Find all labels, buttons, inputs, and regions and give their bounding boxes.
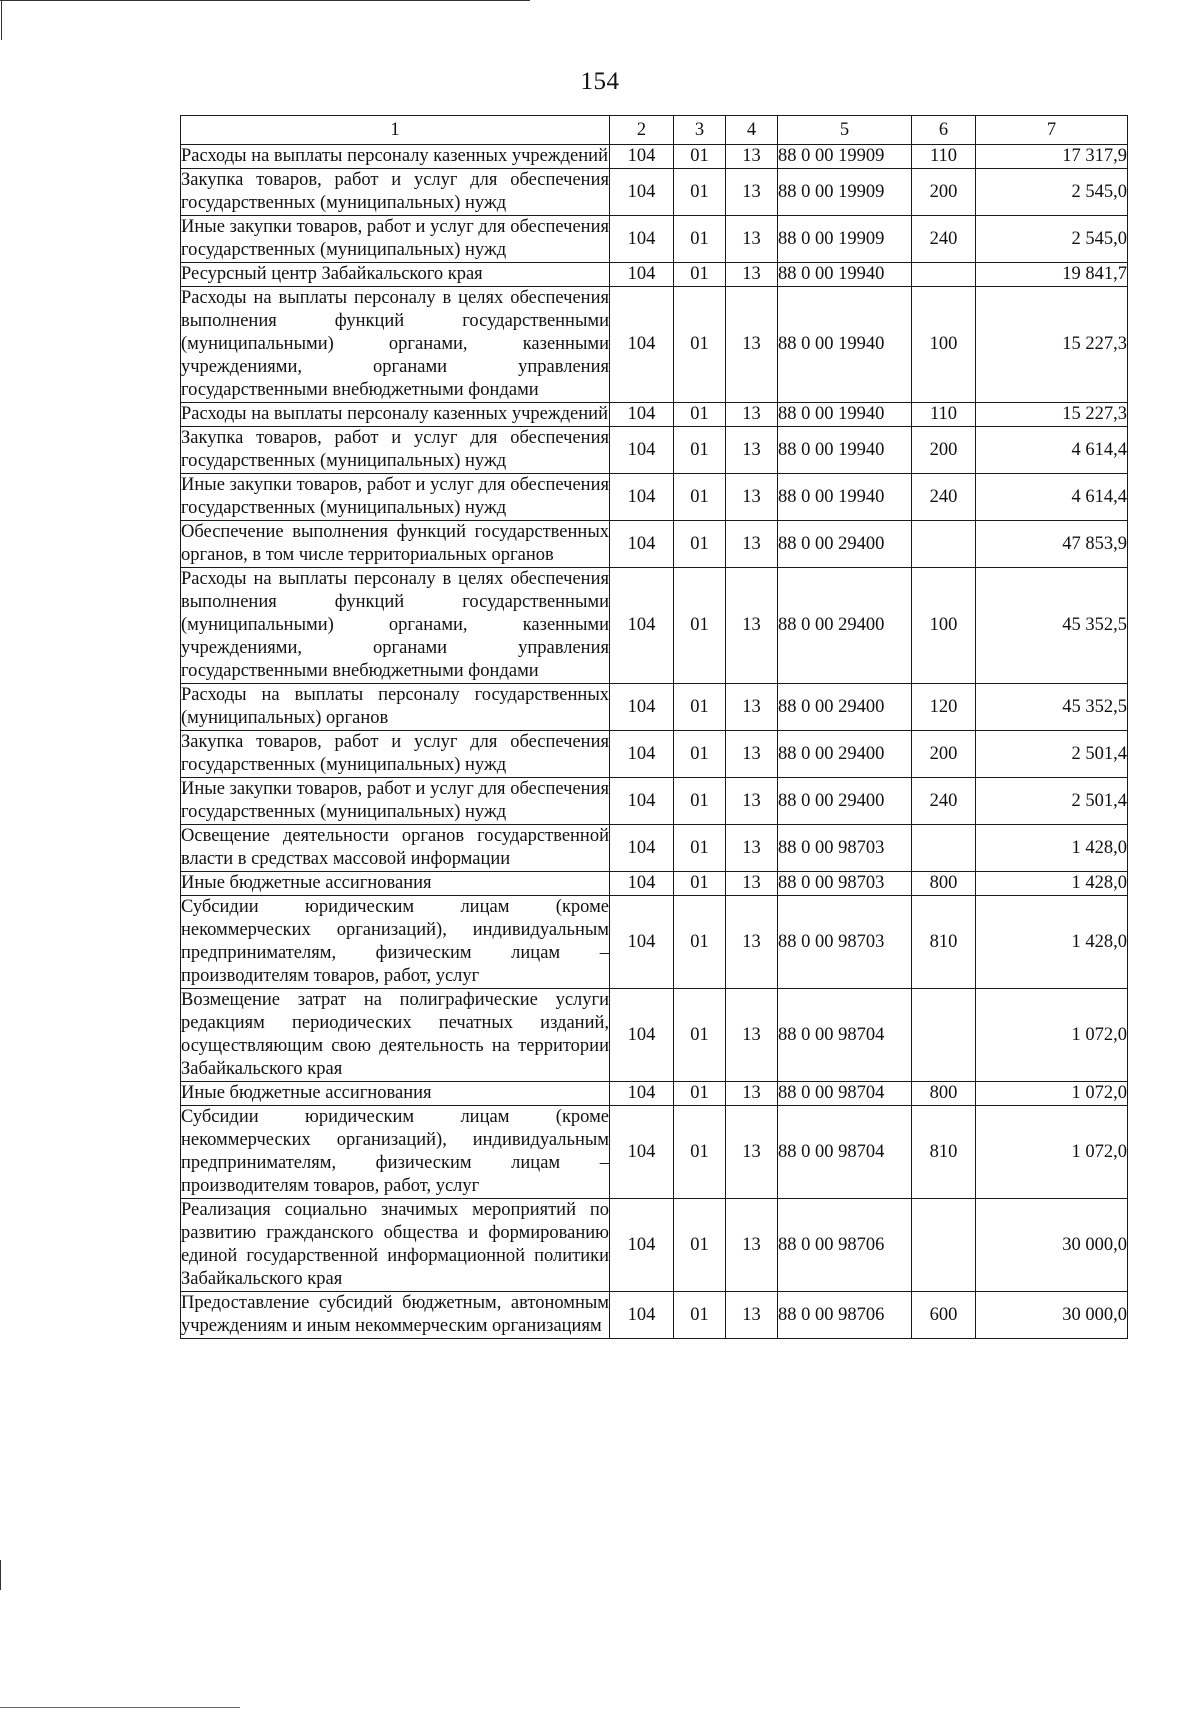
row-code-col-6: 240 bbox=[912, 216, 976, 263]
row-code-col-5: 88 0 00 19909 bbox=[778, 145, 912, 169]
row-code-col-5: 88 0 00 19940 bbox=[778, 287, 912, 403]
row-code-col-2: 104 bbox=[610, 896, 674, 989]
table-row bbox=[181, 989, 1128, 1082]
row-code-col-5: 88 0 00 19940 bbox=[778, 474, 912, 521]
row-code-col-6: 240 bbox=[912, 778, 976, 825]
row-code-col-2: 104 bbox=[610, 778, 674, 825]
budget-table bbox=[180, 115, 1128, 1339]
row-code-col-2: 104 bbox=[610, 216, 674, 263]
row-code-col-2: 104 bbox=[610, 263, 674, 287]
row-code-col-2: 104 bbox=[610, 1292, 674, 1339]
row-name: Расходы на выплаты персоналу в целях обеспечения выполнения функций государственными (муниципальными) органами, казенными учреждениями, органами управления государственными внебюджетными фондами bbox=[181, 287, 610, 403]
row-code-col-2: 104 bbox=[610, 989, 674, 1082]
table-row bbox=[181, 568, 1128, 684]
row-amount: 19 841,7 bbox=[976, 263, 1128, 287]
row-code-col-3: 01 bbox=[674, 1106, 726, 1199]
row-code-col-3: 01 bbox=[674, 1199, 726, 1292]
table-row bbox=[181, 1199, 1128, 1292]
row-code-col-6: 200 bbox=[912, 169, 976, 216]
row-code-col-2: 104 bbox=[610, 684, 674, 731]
row-code-col-4: 13 bbox=[726, 684, 778, 731]
row-amount: 15 227,3 bbox=[976, 403, 1128, 427]
row-name: Расходы на выплаты персоналу казенных учреждений bbox=[181, 145, 610, 169]
header-col-5: 5 bbox=[778, 116, 912, 145]
header-col-3: 3 bbox=[674, 116, 726, 145]
table-row bbox=[181, 521, 1128, 568]
row-code-col-5: 88 0 00 29400 bbox=[778, 684, 912, 731]
header-row bbox=[181, 116, 1128, 145]
row-code-col-4: 13 bbox=[726, 403, 778, 427]
header-col-6: 6 bbox=[912, 116, 976, 145]
row-code-col-6: 200 bbox=[912, 427, 976, 474]
row-code-col-2: 104 bbox=[610, 825, 674, 872]
table-row bbox=[181, 896, 1128, 989]
row-code-col-4: 13 bbox=[726, 1106, 778, 1199]
row-code-col-6 bbox=[912, 989, 976, 1082]
row-code-col-2: 104 bbox=[610, 1199, 674, 1292]
row-amount: 45 352,5 bbox=[976, 568, 1128, 684]
header-col-4: 4 bbox=[726, 116, 778, 145]
row-code-col-5: 88 0 00 98703 bbox=[778, 825, 912, 872]
row-code-col-4: 13 bbox=[726, 568, 778, 684]
row-name: Расходы на выплаты персоналу в целях обеспечения выполнения функций государственными (муниципальными) органами, казенными учреждениями, органами управления государственными внебюджетными фондами bbox=[181, 568, 610, 684]
row-code-col-4: 13 bbox=[726, 825, 778, 872]
row-code-col-5: 88 0 00 98703 bbox=[778, 896, 912, 989]
row-name: Ресурсный центр Забайкальского края bbox=[181, 263, 610, 287]
row-name: Субсидии юридическим лицам (кроме некоммерческих организаций), индивидуальным предпринимателям, физическим лицам – производителям товаров, работ, услуг bbox=[181, 896, 610, 989]
row-amount: 17 317,9 bbox=[976, 145, 1128, 169]
row-code-col-4: 13 bbox=[726, 287, 778, 403]
table-row bbox=[181, 778, 1128, 825]
row-code-col-6: 100 bbox=[912, 568, 976, 684]
row-code-col-3: 01 bbox=[674, 872, 726, 896]
row-code-col-3: 01 bbox=[674, 521, 726, 568]
row-code-col-5: 88 0 00 19909 bbox=[778, 169, 912, 216]
row-code-col-5: 88 0 00 98704 bbox=[778, 1106, 912, 1199]
row-code-col-6: 600 bbox=[912, 1292, 976, 1339]
row-code-col-6: 110 bbox=[912, 403, 976, 427]
row-name: Иные закупки товаров, работ и услуг для обеспечения государственных (муниципальных) нужд bbox=[181, 778, 610, 825]
row-code-col-4: 13 bbox=[726, 989, 778, 1082]
row-amount: 1 428,0 bbox=[976, 896, 1128, 989]
row-code-col-6: 800 bbox=[912, 872, 976, 896]
page-number: 154 bbox=[580, 68, 620, 95]
row-name: Расходы на выплаты персоналу казенных учреждений bbox=[181, 403, 610, 427]
row-code-col-3: 01 bbox=[674, 731, 726, 778]
row-code-col-4: 13 bbox=[726, 145, 778, 169]
scan-edge-bottom bbox=[0, 1707, 240, 1708]
row-code-col-6: 240 bbox=[912, 474, 976, 521]
header-col-1: 1 bbox=[181, 116, 610, 145]
table-row bbox=[181, 216, 1128, 263]
row-code-col-5: 88 0 00 19909 bbox=[778, 216, 912, 263]
table-row bbox=[181, 287, 1128, 403]
table-row bbox=[181, 169, 1128, 216]
table-body bbox=[181, 145, 1128, 1339]
row-amount: 1 428,0 bbox=[976, 872, 1128, 896]
row-code-col-4: 13 bbox=[726, 169, 778, 216]
table-row bbox=[181, 1082, 1128, 1106]
row-name: Расходы на выплаты персоналу государственных (муниципальных) органов bbox=[181, 684, 610, 731]
row-code-col-5: 88 0 00 19940 bbox=[778, 263, 912, 287]
table-row bbox=[181, 474, 1128, 521]
row-code-col-5: 88 0 00 98706 bbox=[778, 1199, 912, 1292]
row-code-col-6 bbox=[912, 1199, 976, 1292]
row-name: Иные закупки товаров, работ и услуг для обеспечения государственных (муниципальных) нужд bbox=[181, 216, 610, 263]
row-code-col-4: 13 bbox=[726, 896, 778, 989]
row-amount: 30 000,0 bbox=[976, 1199, 1128, 1292]
row-amount: 47 853,9 bbox=[976, 521, 1128, 568]
row-name: Предоставление субсидий бюджетным, автономным учреждениям и иным некоммерческим организациям bbox=[181, 1292, 610, 1339]
row-code-col-3: 01 bbox=[674, 169, 726, 216]
row-code-col-4: 13 bbox=[726, 427, 778, 474]
scan-edge-top bbox=[0, 0, 530, 1]
row-amount: 1 072,0 bbox=[976, 1082, 1128, 1106]
row-code-col-6 bbox=[912, 521, 976, 568]
row-code-col-2: 104 bbox=[610, 521, 674, 568]
row-code-col-5: 88 0 00 98704 bbox=[778, 1082, 912, 1106]
row-code-col-6 bbox=[912, 263, 976, 287]
row-code-col-2: 104 bbox=[610, 568, 674, 684]
row-code-col-2: 104 bbox=[610, 474, 674, 521]
row-code-col-5: 88 0 00 29400 bbox=[778, 778, 912, 825]
row-code-col-5: 88 0 00 98703 bbox=[778, 872, 912, 896]
table-row bbox=[181, 684, 1128, 731]
row-code-col-6: 200 bbox=[912, 731, 976, 778]
row-name: Закупка товаров, работ и услуг для обеспечения государственных (муниципальных) нужд bbox=[181, 731, 610, 778]
row-name: Иные закупки товаров, работ и услуг для обеспечения государственных (муниципальных) нужд bbox=[181, 474, 610, 521]
row-amount: 15 227,3 bbox=[976, 287, 1128, 403]
row-code-col-3: 01 bbox=[674, 825, 726, 872]
row-code-col-5: 88 0 00 19940 bbox=[778, 427, 912, 474]
row-code-col-3: 01 bbox=[674, 216, 726, 263]
row-amount: 45 352,5 bbox=[976, 684, 1128, 731]
row-code-col-5: 88 0 00 29400 bbox=[778, 521, 912, 568]
table-row bbox=[181, 263, 1128, 287]
row-amount: 1 428,0 bbox=[976, 825, 1128, 872]
table-row bbox=[181, 427, 1128, 474]
row-code-col-6: 100 bbox=[912, 287, 976, 403]
table-row bbox=[181, 1106, 1128, 1199]
row-code-col-3: 01 bbox=[674, 145, 726, 169]
row-code-col-4: 13 bbox=[726, 474, 778, 521]
row-code-col-3: 01 bbox=[674, 684, 726, 731]
row-code-col-2: 104 bbox=[610, 1106, 674, 1199]
row-name: Реализация социально значимых мероприятий по развитию гражданского общества и формированию единой государственной информационной политики Забайкальского края bbox=[181, 1199, 610, 1292]
row-code-col-6: 810 bbox=[912, 1106, 976, 1199]
row-code-col-2: 104 bbox=[610, 287, 674, 403]
table-row bbox=[181, 145, 1128, 169]
row-code-col-6: 800 bbox=[912, 1082, 976, 1106]
row-code-col-6: 110 bbox=[912, 145, 976, 169]
row-code-col-4: 13 bbox=[726, 216, 778, 263]
table-row bbox=[181, 731, 1128, 778]
row-code-col-5: 88 0 00 98706 bbox=[778, 1292, 912, 1339]
row-amount: 1 072,0 bbox=[976, 1106, 1128, 1199]
row-amount: 2 501,4 bbox=[976, 778, 1128, 825]
row-code-col-4: 13 bbox=[726, 263, 778, 287]
row-code-col-3: 01 bbox=[674, 1082, 726, 1106]
row-amount: 1 072,0 bbox=[976, 989, 1128, 1082]
row-code-col-3: 01 bbox=[674, 263, 726, 287]
row-code-col-4: 13 bbox=[726, 1199, 778, 1292]
row-code-col-3: 01 bbox=[674, 896, 726, 989]
scan-edge-left bbox=[1, 0, 2, 40]
row-code-col-4: 13 bbox=[726, 778, 778, 825]
row-code-col-2: 104 bbox=[610, 731, 674, 778]
row-name: Иные бюджетные ассигнования bbox=[181, 1082, 610, 1106]
row-code-col-3: 01 bbox=[674, 403, 726, 427]
row-name: Закупка товаров, работ и услуг для обеспечения государственных (муниципальных) нужд bbox=[181, 169, 610, 216]
row-amount: 4 614,4 bbox=[976, 427, 1128, 474]
row-name: Освещение деятельности органов государственной власти в средствах массовой информации bbox=[181, 825, 610, 872]
row-amount: 2 501,4 bbox=[976, 731, 1128, 778]
row-code-col-5: 88 0 00 19940 bbox=[778, 403, 912, 427]
row-code-col-3: 01 bbox=[674, 989, 726, 1082]
row-code-col-3: 01 bbox=[674, 1292, 726, 1339]
row-code-col-4: 13 bbox=[726, 872, 778, 896]
scan-edge-left-lower bbox=[0, 1560, 1, 1590]
row-code-col-5: 88 0 00 29400 bbox=[778, 568, 912, 684]
row-code-col-4: 13 bbox=[726, 521, 778, 568]
row-amount: 4 614,4 bbox=[976, 474, 1128, 521]
row-code-col-2: 104 bbox=[610, 169, 674, 216]
row-name: Субсидии юридическим лицам (кроме некоммерческих организаций), индивидуальным предпринимателям, физическим лицам – производителям товаров, работ, услуг bbox=[181, 1106, 610, 1199]
row-code-col-2: 104 bbox=[610, 427, 674, 474]
table-row bbox=[181, 403, 1128, 427]
row-code-col-4: 13 bbox=[726, 1082, 778, 1106]
table-header bbox=[181, 116, 1128, 145]
row-name: Закупка товаров, работ и услуг для обеспечения государственных (муниципальных) нужд bbox=[181, 427, 610, 474]
row-code-col-3: 01 bbox=[674, 287, 726, 403]
row-code-col-2: 104 bbox=[610, 872, 674, 896]
row-amount: 2 545,0 bbox=[976, 169, 1128, 216]
row-code-col-5: 88 0 00 98704 bbox=[778, 989, 912, 1082]
row-name: Возмещение затрат на полиграфические услуги редакциям периодических печатных изданий, осуществляющим свою деятельность на территории Забайкальского края bbox=[181, 989, 610, 1082]
row-code-col-2: 104 bbox=[610, 1082, 674, 1106]
row-amount: 2 545,0 bbox=[976, 216, 1128, 263]
row-code-col-4: 13 bbox=[726, 731, 778, 778]
row-code-col-2: 104 bbox=[610, 145, 674, 169]
row-code-col-6 bbox=[912, 825, 976, 872]
header-col-7: 7 bbox=[976, 116, 1128, 145]
row-code-col-3: 01 bbox=[674, 568, 726, 684]
row-code-col-2: 104 bbox=[610, 403, 674, 427]
row-name: Обеспечение выполнения функций государственных органов, в том числе территориальных органов bbox=[181, 521, 610, 568]
row-code-col-6: 120 bbox=[912, 684, 976, 731]
row-code-col-3: 01 bbox=[674, 778, 726, 825]
row-name: Иные бюджетные ассигнования bbox=[181, 872, 610, 896]
row-code-col-3: 01 bbox=[674, 474, 726, 521]
row-code-col-4: 13 bbox=[726, 1292, 778, 1339]
row-amount: 30 000,0 bbox=[976, 1292, 1128, 1339]
row-code-col-5: 88 0 00 29400 bbox=[778, 731, 912, 778]
table-row bbox=[181, 872, 1128, 896]
table-row bbox=[181, 1292, 1128, 1339]
row-code-col-6: 810 bbox=[912, 896, 976, 989]
header-col-2: 2 bbox=[610, 116, 674, 145]
row-code-col-3: 01 bbox=[674, 427, 726, 474]
table-row bbox=[181, 825, 1128, 872]
